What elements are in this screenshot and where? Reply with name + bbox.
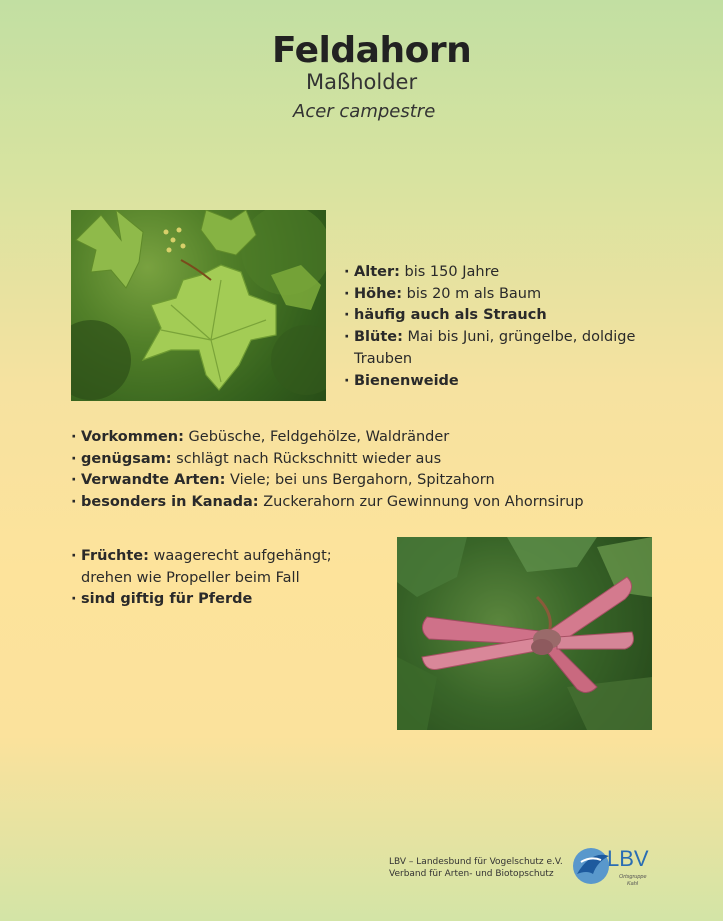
fact-label: Blüte: [354, 329, 403, 346]
list-item [71, 546, 391, 568]
list-item [344, 371, 664, 393]
footer-line-1: LBV – Landesbund für Vogelschutz e.V. [389, 857, 563, 867]
fact-label: Verwandte Arten: [81, 472, 226, 489]
list-item [71, 492, 631, 514]
page-title: Feldahorn [272, 30, 472, 71]
list-item [344, 327, 664, 349]
footer-line-2: Verband für Arten- und Biotopschutz [389, 869, 554, 879]
facts-list-3 [71, 546, 391, 611]
fact-text: waagerecht aufgehängt; [148, 548, 332, 564]
fact-label: besonders in Kanada: [81, 494, 259, 511]
fact-label: häufig auch als Strauch [354, 307, 547, 324]
latin-name: Acer campestre [293, 101, 436, 122]
list-item [344, 262, 664, 284]
maple-leaf-photo [71, 210, 326, 401]
footer-text [389, 856, 563, 880]
list-item [71, 589, 391, 611]
fact-text: bis 20 m als Baum [402, 285, 542, 302]
maple-leaf-illustration [71, 210, 326, 401]
facts-list-2 [71, 427, 631, 514]
list-item [344, 284, 664, 306]
fact-text: Gebüsche, Feldgehölze, Waldränder [183, 429, 450, 445]
facts-list-1 [344, 262, 664, 392]
fact-label: Alter: [354, 264, 400, 280]
maple-samara-photo [397, 537, 652, 730]
fact-label: Bienenweide [354, 372, 459, 389]
lbv-logo [571, 840, 657, 890]
list-item [71, 427, 631, 449]
fact-label: Früchte: [81, 548, 149, 564]
fact-text: Trauben [354, 350, 413, 367]
fact-label: sind giftig für Pferde [81, 591, 253, 608]
fact-text: Zuckerahorn zur Gewinnung von Ahornsirup [258, 494, 584, 511]
page-subtitle: Maßholder [306, 70, 418, 94]
maple-samara-illustration [397, 537, 652, 730]
logo-text: LBV [607, 846, 649, 871]
fact-label: Vorkommen: [81, 429, 184, 445]
logo-small-2: Kahl [627, 881, 639, 887]
fact-text: drehen wie Propeller beim Fall [81, 569, 300, 586]
fact-text: schlägt nach Rückschnitt wieder aus [171, 450, 442, 467]
list-item [71, 449, 631, 471]
fact-label: genügsam: [81, 450, 172, 467]
fact-text: bis 150 Jahre [399, 264, 500, 280]
fact-text: Mai bis Juni, grüngelbe, doldige [402, 329, 636, 346]
list-item [71, 470, 631, 492]
lbv-bird-logo-icon [571, 840, 657, 890]
fact-label: Höhe: [354, 285, 403, 302]
list-item-continuation [71, 568, 391, 590]
logo-small-1: Ortsgruppe [619, 874, 647, 880]
list-item [344, 305, 664, 327]
fact-text: Viele; bei uns Bergahorn, Spitzahorn [225, 472, 495, 489]
list-item-continuation [344, 349, 664, 371]
